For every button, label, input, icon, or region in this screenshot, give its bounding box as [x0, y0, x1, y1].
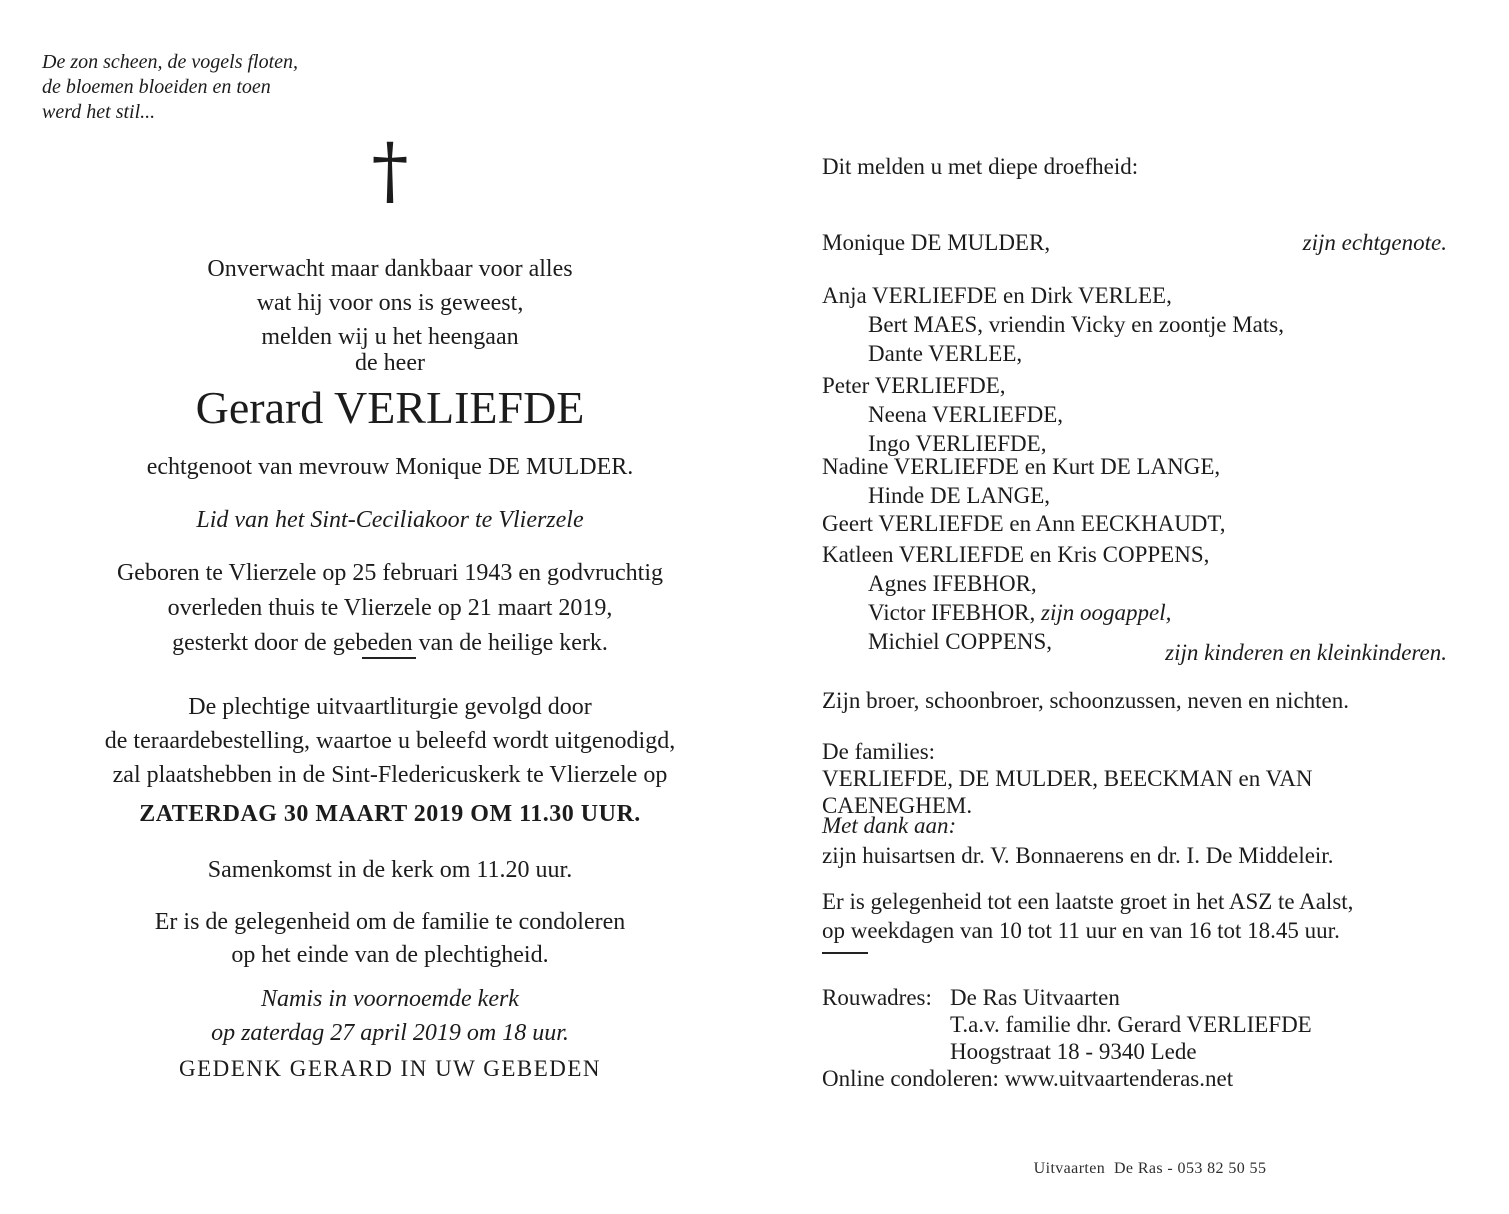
service-line: de teraardebestelling, waartoe u beleefd wordt uitgenodigd, [104, 728, 676, 754]
family-member-emphasis: zijn oogappel, [1041, 600, 1172, 625]
memorial-mass-line: op zaterdag 27 april 2019 om 18 uur. [211, 1020, 569, 1046]
family-group-head: Nadine VERLIEFDE en Kurt DE LANGE, [822, 454, 1221, 479]
life-dates-line: gesterkt door de gebeden van de heilige kerk. [172, 630, 608, 656]
family-member [822, 598, 1447, 627]
families-block [822, 738, 1447, 819]
family-group-head: Katleen VERLIEFDE en Kris COPPENS, [822, 542, 1210, 567]
viewing-line: Er is gelegenheid tot een laatste groet in het ASZ te Aalst, [822, 889, 1354, 914]
viewing-line: op weekdagen van 10 tot 11 uur en van 16 tot 18.45 uur. [822, 918, 1340, 943]
spouse-line: echtgenoot van mevrouw Monique DE MULDER. [146, 454, 634, 480]
salutation: de heer [355, 350, 425, 376]
thanks-block [822, 811, 1447, 871]
family-group [822, 281, 1447, 368]
spouse-name: Monique DE MULDER, [822, 230, 1051, 255]
memorial-mass-line: Namis in voornoemde kerk [261, 986, 519, 1012]
life-dates-text [20, 556, 760, 661]
family-group-head: Anja VERLIEFDE en Dirk VERLEE, [822, 283, 1172, 308]
service-text [20, 690, 760, 792]
poem-line: De zon scheen, de vogels floten, [42, 51, 299, 73]
cross-icon: † [371, 128, 409, 214]
mourning-address-company: De Ras Uitvaarten [950, 985, 1120, 1010]
life-dates-line: overleden thuis te Vlierzele op 21 maart 2019, [167, 595, 613, 621]
family-group-head: Geert VERLIEFDE en Ann EECKHAUDT, [822, 511, 1226, 536]
intro-line: Onverwacht maar dankbaar voor alles [207, 256, 573, 282]
memorial-mass-text [20, 982, 760, 1050]
announcement-line: Dit melden u met diepe droefheid: [822, 154, 1139, 179]
online-condolence-line: Online condoleren: www.uitvaartenderas.net [822, 1066, 1234, 1091]
family-group [822, 509, 1447, 538]
viewing-block [822, 887, 1447, 945]
spouse-relation: zijn echtgenote. [1302, 230, 1447, 255]
service-datetime: ZATERDAG 30 MAART 2019 OM 11.30 UUR. [139, 801, 641, 827]
family-member: Hinde DE LANGE, [868, 483, 1051, 508]
mourning-address-street: Hoogstraat 18 - 9340 Lede [950, 1039, 1197, 1064]
family-group [822, 371, 1447, 458]
relatives-line: Zijn broer, schoonbroer, schoonzussen, neven en nichten. [822, 688, 1350, 713]
family-member: Bert MAES, vriendin Vicky en zoontje Mats, [868, 312, 1284, 337]
family-member: Dante VERLEE, [868, 341, 1023, 366]
opening-poem [42, 50, 462, 125]
spouse-row [822, 228, 1447, 257]
family-member: Neena VERLIEFDE, [868, 402, 1064, 427]
family-member: Agnes IFEBHOR, [868, 571, 1037, 596]
remembrance-line: GEDENK GERARD IN UW GEBEDEN [178, 1056, 602, 1081]
mourning-address-attn: T.a.v. familie dhr. Gerard VERLIEFDE [950, 1012, 1312, 1037]
mourning-address-block [822, 984, 1447, 1092]
gathering-line: Samenkomst in de kerk om 11.20 uur. [207, 857, 573, 883]
condolence-line: op het einde van de plechtigheid. [231, 942, 549, 968]
families-names: VERLIEFDE, DE MULDER, BEECKMAN en VAN CAENEGHEM. [822, 766, 1313, 818]
life-dates-line: Geboren te Vlierzele op 25 februari 1943 en godvruchtig [116, 560, 664, 586]
service-line: zal plaatshebben in de Sint-Fledericuskerk te Vlierzele op [112, 762, 668, 788]
condolence-line: Er is de gelegenheid om de familie te condoleren [154, 909, 626, 935]
families-label: De families: [822, 739, 936, 764]
intro-line: wat hij voor ons is geweest, [256, 290, 524, 316]
family-member-name: Victor IFEBHOR, [868, 600, 1042, 625]
family-member: Michiel COPPENS, [868, 629, 1053, 654]
family-group-head: Peter VERLIEFDE, [822, 373, 1006, 398]
section-divider [822, 952, 868, 954]
deceased-name: Gerard VERLIEFDE [195, 382, 585, 433]
mourning-address-row [822, 984, 1447, 1011]
family-member: Ingo VERLIEFDE, [868, 431, 1047, 456]
poem-line: werd het stil... [42, 101, 156, 123]
membership-line: Lid van het Sint-Ceciliakoor te Vlierzele [196, 507, 584, 533]
service-line: De plechtige uitvaartliturgie gevolgd door [188, 694, 592, 720]
intro-line: melden wij u het heengaan [261, 324, 519, 350]
condolence-text [20, 906, 760, 972]
kin-closing: zijn kinderen en kleinkinderen. [1165, 640, 1447, 665]
intro-text [20, 252, 760, 354]
thanks-label: Met dank aan: [822, 813, 957, 838]
family-group [822, 452, 1447, 510]
poem-line: de bloemen bloeiden en toen [42, 76, 271, 98]
mourning-address-label: Rouwadres: [822, 985, 932, 1010]
thanks-text: zijn huisartsen dr. V. Bonnaerens en dr. I. De Middeleir. [822, 843, 1334, 868]
funeral-home-footer: Uitvaarten De Ras - 053 82 50 55 [1033, 1160, 1267, 1177]
section-divider [362, 657, 416, 659]
